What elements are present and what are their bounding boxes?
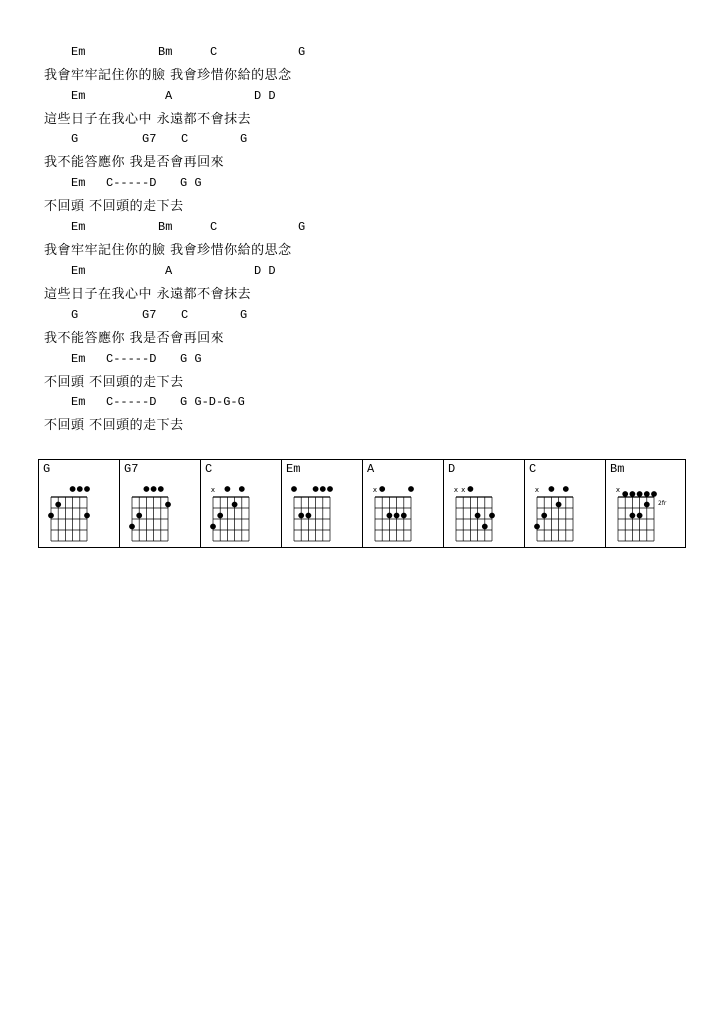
chord-diagram	[39, 460, 120, 547]
finger-dot	[84, 486, 90, 492]
chord-diagram	[201, 460, 282, 547]
chord-diagram-name: Bm	[610, 462, 625, 476]
chord-symbol: A	[165, 264, 173, 278]
chord-line	[0, 263, 724, 279]
finger-dot	[129, 524, 135, 530]
finger-dot	[630, 491, 636, 497]
finger-dot	[475, 513, 481, 519]
chord-diagram-name: G	[43, 462, 51, 476]
finger-dot	[534, 524, 540, 530]
chord-line	[0, 88, 724, 104]
chord-line	[0, 394, 724, 410]
chord-diagram-name: C	[205, 462, 213, 476]
finger-dot	[136, 513, 142, 519]
fretboard-grid	[444, 460, 524, 547]
lyric-line: 這些日子在我心中 永遠都不會抹去	[44, 112, 252, 127]
finger-dot	[630, 513, 636, 519]
lyric-line: 不回頭 不回頭的走下去	[44, 418, 184, 433]
lyric-line: 我不能答應你 我是否會再回來	[44, 155, 225, 170]
finger-dot	[401, 513, 407, 519]
chord-symbol: G	[298, 45, 306, 59]
finger-dot	[298, 513, 304, 519]
finger-dot	[158, 486, 164, 492]
chord-line	[0, 44, 724, 60]
fretboard-grid	[39, 460, 119, 547]
finger-dot	[313, 486, 319, 492]
fretboard-grid	[120, 460, 200, 547]
finger-dot	[327, 486, 333, 492]
chord-symbol: Bm	[158, 220, 173, 234]
fretboard-grid	[201, 460, 281, 547]
finger-dot	[637, 491, 643, 497]
chord-symbol: A	[165, 89, 173, 103]
chord-diagram	[363, 460, 444, 547]
chord-symbol: G	[71, 308, 79, 322]
lyric-line: 不回頭 不回頭的走下去	[44, 199, 184, 214]
chord-diagram	[444, 460, 525, 547]
finger-dot	[468, 486, 474, 492]
finger-dot	[291, 486, 297, 492]
muted-string-mark: x	[615, 486, 621, 494]
muted-string-mark: x	[534, 486, 540, 494]
chord-symbol: D D	[254, 264, 276, 278]
chord-symbol: C-----D	[106, 352, 157, 366]
lyric-line: 這些日子在我心中 永遠都不會抹去	[44, 287, 252, 302]
chord-line	[0, 131, 724, 147]
chord-symbol: G	[298, 220, 306, 234]
chord-symbol: C-----D	[106, 395, 157, 409]
lyric-line: 不回頭 不回頭的走下去	[44, 375, 184, 390]
chord-symbol: G G-D-G-G	[180, 395, 245, 409]
chord-symbol: G G	[180, 352, 202, 366]
chord-symbol: Em	[71, 45, 86, 59]
muted-string-mark: x	[210, 486, 216, 494]
finger-dot	[217, 513, 223, 519]
finger-dot	[77, 486, 83, 492]
finger-dot	[387, 513, 393, 519]
lyric-line: 我不能答應你 我是否會再回來	[44, 331, 225, 346]
finger-dot	[644, 502, 650, 508]
finger-dot	[55, 502, 61, 508]
finger-dot	[563, 486, 569, 492]
finger-dot	[651, 491, 657, 497]
muted-string-mark: x	[461, 486, 466, 494]
muted-string-mark: x	[372, 486, 378, 494]
finger-dot	[320, 486, 326, 492]
chord-symbol: Bm	[158, 45, 173, 59]
finger-dot	[70, 486, 76, 492]
lyric-line: 我會牢牢記住你的臉 我會珍惜你給的思念	[44, 243, 292, 258]
finger-dot	[408, 486, 414, 492]
chord-symbol: Em	[71, 395, 86, 409]
chord-line	[0, 175, 724, 191]
fretboard-grid	[606, 460, 686, 547]
chord-line	[0, 219, 724, 235]
chord-symbol: G	[71, 132, 79, 146]
fret-position-label: 2fr	[658, 500, 667, 507]
finger-dot	[622, 491, 628, 497]
finger-dot	[239, 486, 245, 492]
chord-symbol: C	[210, 220, 218, 234]
finger-dot	[165, 502, 171, 508]
finger-dot	[549, 486, 555, 492]
chord-line	[0, 351, 724, 367]
finger-dot	[225, 486, 231, 492]
chord-symbol: G7	[142, 132, 157, 146]
finger-dot	[232, 502, 238, 508]
finger-dot	[306, 513, 312, 519]
finger-dot	[151, 486, 157, 492]
finger-dot	[84, 513, 90, 519]
chord-symbol: Em	[71, 89, 86, 103]
chord-diagram-name: Em	[286, 462, 301, 476]
finger-dot	[482, 524, 488, 530]
finger-dot	[48, 513, 54, 519]
chord-diagram	[282, 460, 363, 547]
finger-dot	[541, 513, 547, 519]
chord-diagram-name: D	[448, 462, 456, 476]
fretboard-grid	[363, 460, 443, 547]
chord-symbol: C	[210, 45, 218, 59]
chord-symbol: C-----D	[106, 176, 157, 190]
finger-dot	[637, 513, 643, 519]
chord-symbol: Em	[71, 352, 86, 366]
fretboard-grid	[525, 460, 605, 547]
finger-dot	[489, 513, 495, 519]
chord-symbol: Em	[71, 264, 86, 278]
chord-diagram-name: C	[529, 462, 537, 476]
chord-symbol: D D	[254, 89, 276, 103]
chord-symbol: Em	[71, 220, 86, 234]
chord-diagram	[120, 460, 201, 547]
chord-diagram	[606, 460, 685, 547]
chord-diagram-name: G7	[124, 462, 139, 476]
finger-dot	[644, 491, 650, 497]
chord-symbol: Em	[71, 176, 86, 190]
muted-string-mark: x	[453, 486, 459, 494]
chord-line	[0, 307, 724, 323]
chord-symbol: G G	[180, 176, 202, 190]
fretboard-grid	[282, 460, 362, 547]
finger-dot	[144, 486, 150, 492]
chord-symbol: C	[181, 308, 189, 322]
chord-diagram-table	[38, 459, 686, 548]
finger-dot	[210, 524, 216, 530]
finger-dot	[379, 486, 385, 492]
chord-symbol: G7	[142, 308, 157, 322]
finger-dot	[394, 513, 400, 519]
chord-diagram-name: A	[367, 462, 375, 476]
lyric-line: 我會牢牢記住你的臉 我會珍惜你給的思念	[44, 68, 292, 83]
chord-symbol: G	[240, 308, 248, 322]
chord-symbol: C	[181, 132, 189, 146]
chord-symbol: G	[240, 132, 248, 146]
finger-dot	[556, 502, 562, 508]
chord-diagram	[525, 460, 606, 547]
